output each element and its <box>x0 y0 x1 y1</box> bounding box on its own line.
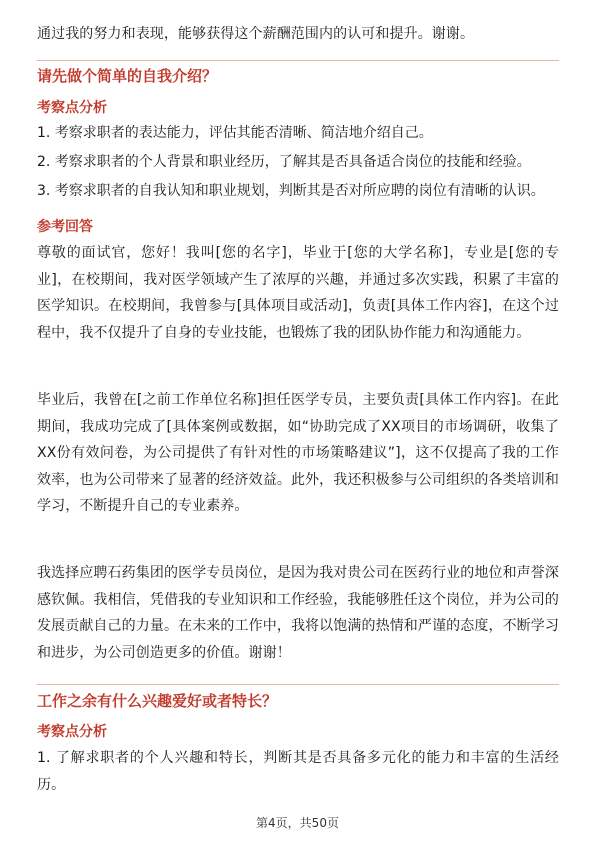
analysis-item: 2. 考察求职者的个人背景和职业经历，了解其是否具备适合岗位的技能和经验。 <box>37 154 531 170</box>
question-title-hobbies: 工作之余有什么兴趣爱好或者特长？ <box>37 692 278 710</box>
question-title-self-intro: 请先做个简单的自我介绍？ <box>37 67 218 85</box>
analysis-item: 1. 考察求职者的表达能力，评估其能否清晰、简洁地介绍自己。 <box>37 125 433 141</box>
answer-paragraph: 毕业后，我曾在[之前工作单位名称]担任医学专员，主要负责[具体工作内容]。在此期间，我成功完成了[具体案例或数据，如“协助完成了XX项目的市场调研，收集了XX份有效问卷，为公司提供了有针对性的市场策略建议”]，这不仅提高了我的工作效率，也为公司带来了显著的经济效益。此外，我还积极参与公司组织的各类培训和学习，不断提升自己的专业素养。 <box>37 392 559 514</box>
analysis-heading: 考察点分析 <box>37 100 107 116</box>
answer-paragraph: 尊敬的面试官，您好！我叫[您的名字]，毕业于[您的大学名称]，专业是[您的专业]，在校期间，我对医学领域产生了浓厚的兴趣，并通过多次实践，积累了丰富的医学知识。在校期间，我曾参与[具体项目或活动]，负责[具体工作内容]，在这个过程中，我不仅提升了自身的专业技能，也锻炼了我的团队协作能力和沟通能力。 <box>37 245 559 341</box>
intro-tail-paragraph: 通过我的努力和表现，能够获得这个薪酬范围内的认可和提升。谢谢。 <box>37 26 475 42</box>
section-divider <box>37 60 559 61</box>
answer-paragraph: 我选择应聘石药集团的医学专员岗位，是因为我对贵公司在医药行业的地位和声誉深感钦佩。我相信，凭借我的专业知识和工作经验，我能够胜任这个岗位，并为公司的发展贡献自己的力量。在未来的工作中，我将以饱满的热情和严谨的态度，不断学习和进步，为公司创造更多的价值。谢谢！ <box>37 565 559 661</box>
analysis-heading: 考察点分析 <box>37 724 107 740</box>
analysis-item: 1. 了解求职者的个人兴趣和特长，判断其是否具备多元化的能力和丰富的生活经历。 <box>37 750 559 793</box>
analysis-item: 3. 考察求职者的自我认知和职业规划，判断其是否对所应聘的岗位有清晰的认识。 <box>37 183 545 199</box>
section-divider <box>37 684 559 685</box>
page-number: 第4页，共50页 <box>256 816 339 830</box>
analysis-list <box>37 119 559 206</box>
answer-heading: 参考回答 <box>37 219 93 235</box>
